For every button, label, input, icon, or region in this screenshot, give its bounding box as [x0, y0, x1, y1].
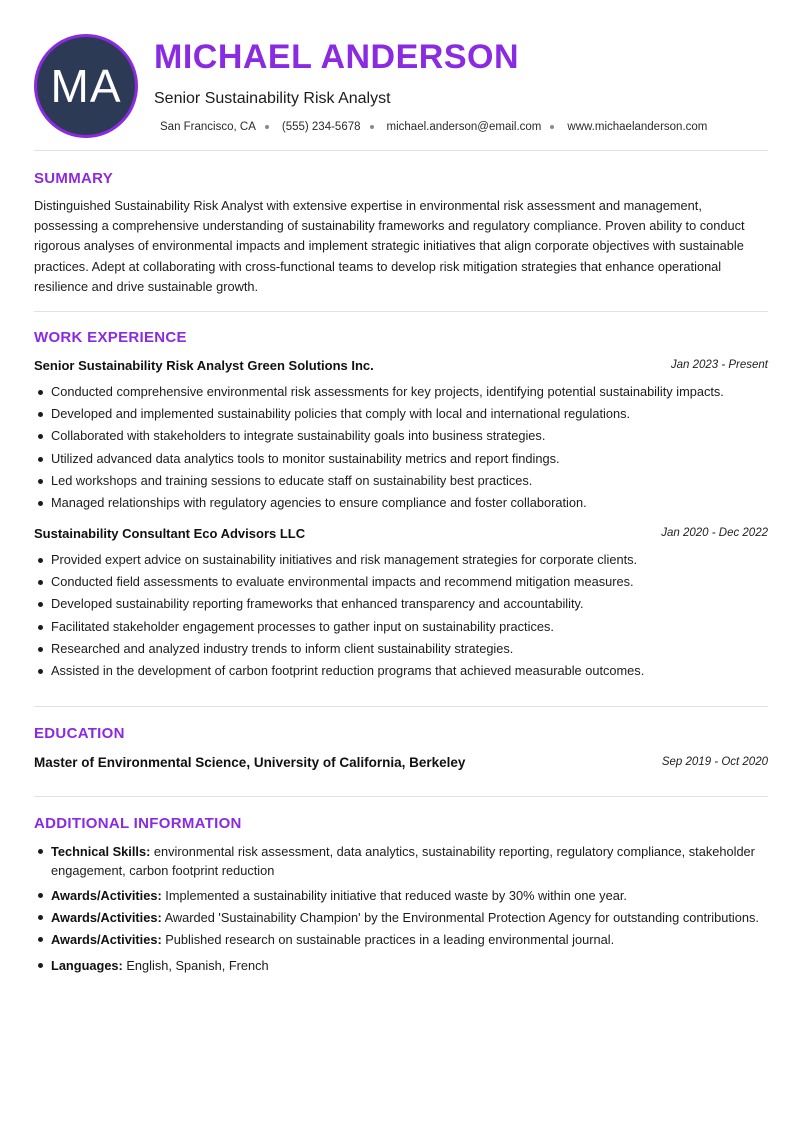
list-item: Collaborated with stakeholders to integrate sustainability goals into business strategies.: [34, 427, 768, 445]
job-bullets: [34, 551, 768, 684]
list-item: [34, 956, 768, 975]
list-item: Facilitated stakeholder engagement processes to gather input on sustainability practices.: [34, 618, 768, 636]
info-label: Technical Skills:: [51, 844, 151, 859]
info-text: Implemented a sustainability initiative that reduced waste by 30% within one year.: [161, 888, 627, 903]
job-heading: [34, 526, 768, 544]
info-label: Awards/Activities:: [51, 932, 162, 947]
info-label: Awards/Activities:: [51, 910, 162, 925]
list-item: Assisted in the development of carbon footprint reduction programs that achieved measurable outcomes.: [34, 662, 768, 680]
list-item: [34, 842, 768, 880]
job-dates: Jan 2020 - Dec 2022: [661, 527, 768, 539]
job-title: Senior Sustainability Risk Analyst Green Solutions Inc.: [34, 358, 374, 373]
contact-website[interactable]: www.michaelanderson.com: [567, 121, 708, 133]
contact-email[interactable]: michael.anderson@email.com: [386, 121, 542, 133]
info-text: Published research on sustainable practices in a leading environmental journal.: [161, 932, 615, 947]
avatar: MA: [34, 34, 138, 138]
info-text: environmental risk assessment, data analytics, sustainability reporting, regulatory compliance, stakeholder engagement, carbon footprint reduction: [51, 844, 755, 878]
job-title: Sustainability Consultant Eco Advisors LLC: [34, 526, 306, 541]
list-item: Researched and analyzed industry trends to inform client sustainability strategies.: [34, 640, 768, 658]
contact-location: San Francisco, CA: [160, 121, 256, 133]
candidate-name: MICHAEL ANDERSON: [154, 38, 520, 76]
info-label: Languages:: [51, 958, 123, 973]
contact-line: [160, 121, 707, 133]
section-title-summary: SUMMARY: [34, 170, 114, 187]
separator-dot: [550, 125, 554, 129]
additional-info-list: [34, 842, 768, 975]
list-item: Conducted field assessments to evaluate environmental impacts and recommend mitigation measures.: [34, 573, 768, 591]
separator-dot: [265, 125, 269, 129]
list-item: [34, 886, 768, 905]
candidate-role: Senior Sustainability Risk Analyst: [154, 90, 391, 107]
info-text: English, Spanish, French: [122, 958, 269, 973]
section-title-additional-information: ADDITIONAL INFORMATION: [34, 815, 242, 832]
resume-header: [34, 34, 768, 152]
list-item: Conducted comprehensive environmental risk assessments for key projects, identifying potential sustainability impacts.: [34, 383, 768, 401]
summary-text: Distinguished Sustainability Risk Analyst with extensive expertise in environmental risk assessment and management, possessing a comprehensive understanding of sustainability frameworks and regulatory compliance. Proven ability to conduct rigorous analyses of environmental impacts and implement strategic initiatives that align corporate objectives with sustainable practices. Adept at collaborating with cross-functional teams to develop risk mitigation strategies that enhance operational resilience and drive sustainable growth.: [34, 198, 745, 294]
list-item: [34, 930, 768, 949]
list-item: Led workshops and training sessions to educate staff on sustainability best practices.: [34, 472, 768, 490]
info-text: Awarded 'Sustainability Champion' by the Environmental Protection Agency for outstanding contributions.: [161, 910, 759, 925]
section-title-education: EDUCATION: [34, 725, 125, 742]
list-item: [34, 908, 768, 927]
education-entry: [34, 754, 768, 772]
divider: [34, 150, 768, 151]
job-heading: [34, 358, 768, 376]
list-item: Utilized advanced data analytics tools to monitor sustainability metrics and report findings.: [34, 450, 768, 468]
education-degree: Master of Environmental Science, University of California, Berkeley: [34, 755, 466, 770]
job-bullets: [34, 383, 768, 516]
separator-dot: [370, 125, 374, 129]
contact-phone[interactable]: (555) 234-5678: [281, 121, 361, 133]
list-item: Managed relationships with regulatory agencies to ensure compliance and foster collaboration.: [34, 494, 768, 512]
list-item: Developed sustainability reporting frameworks that enhanced transparency and accountability.: [34, 595, 768, 613]
info-label: Awards/Activities:: [51, 888, 162, 903]
divider: [34, 311, 768, 312]
list-item: Provided expert advice on sustainability initiatives and risk management strategies for corporate clients.: [34, 551, 768, 569]
job-dates: Jan 2023 - Present: [670, 359, 768, 371]
education-dates: Sep 2019 - Oct 2020: [661, 756, 768, 768]
section-title-work-experience: WORK EXPERIENCE: [34, 329, 187, 346]
divider: [34, 706, 768, 707]
divider: [34, 796, 768, 797]
list-item: Developed and implemented sustainability policies that comply with local and international regulations.: [34, 405, 768, 423]
